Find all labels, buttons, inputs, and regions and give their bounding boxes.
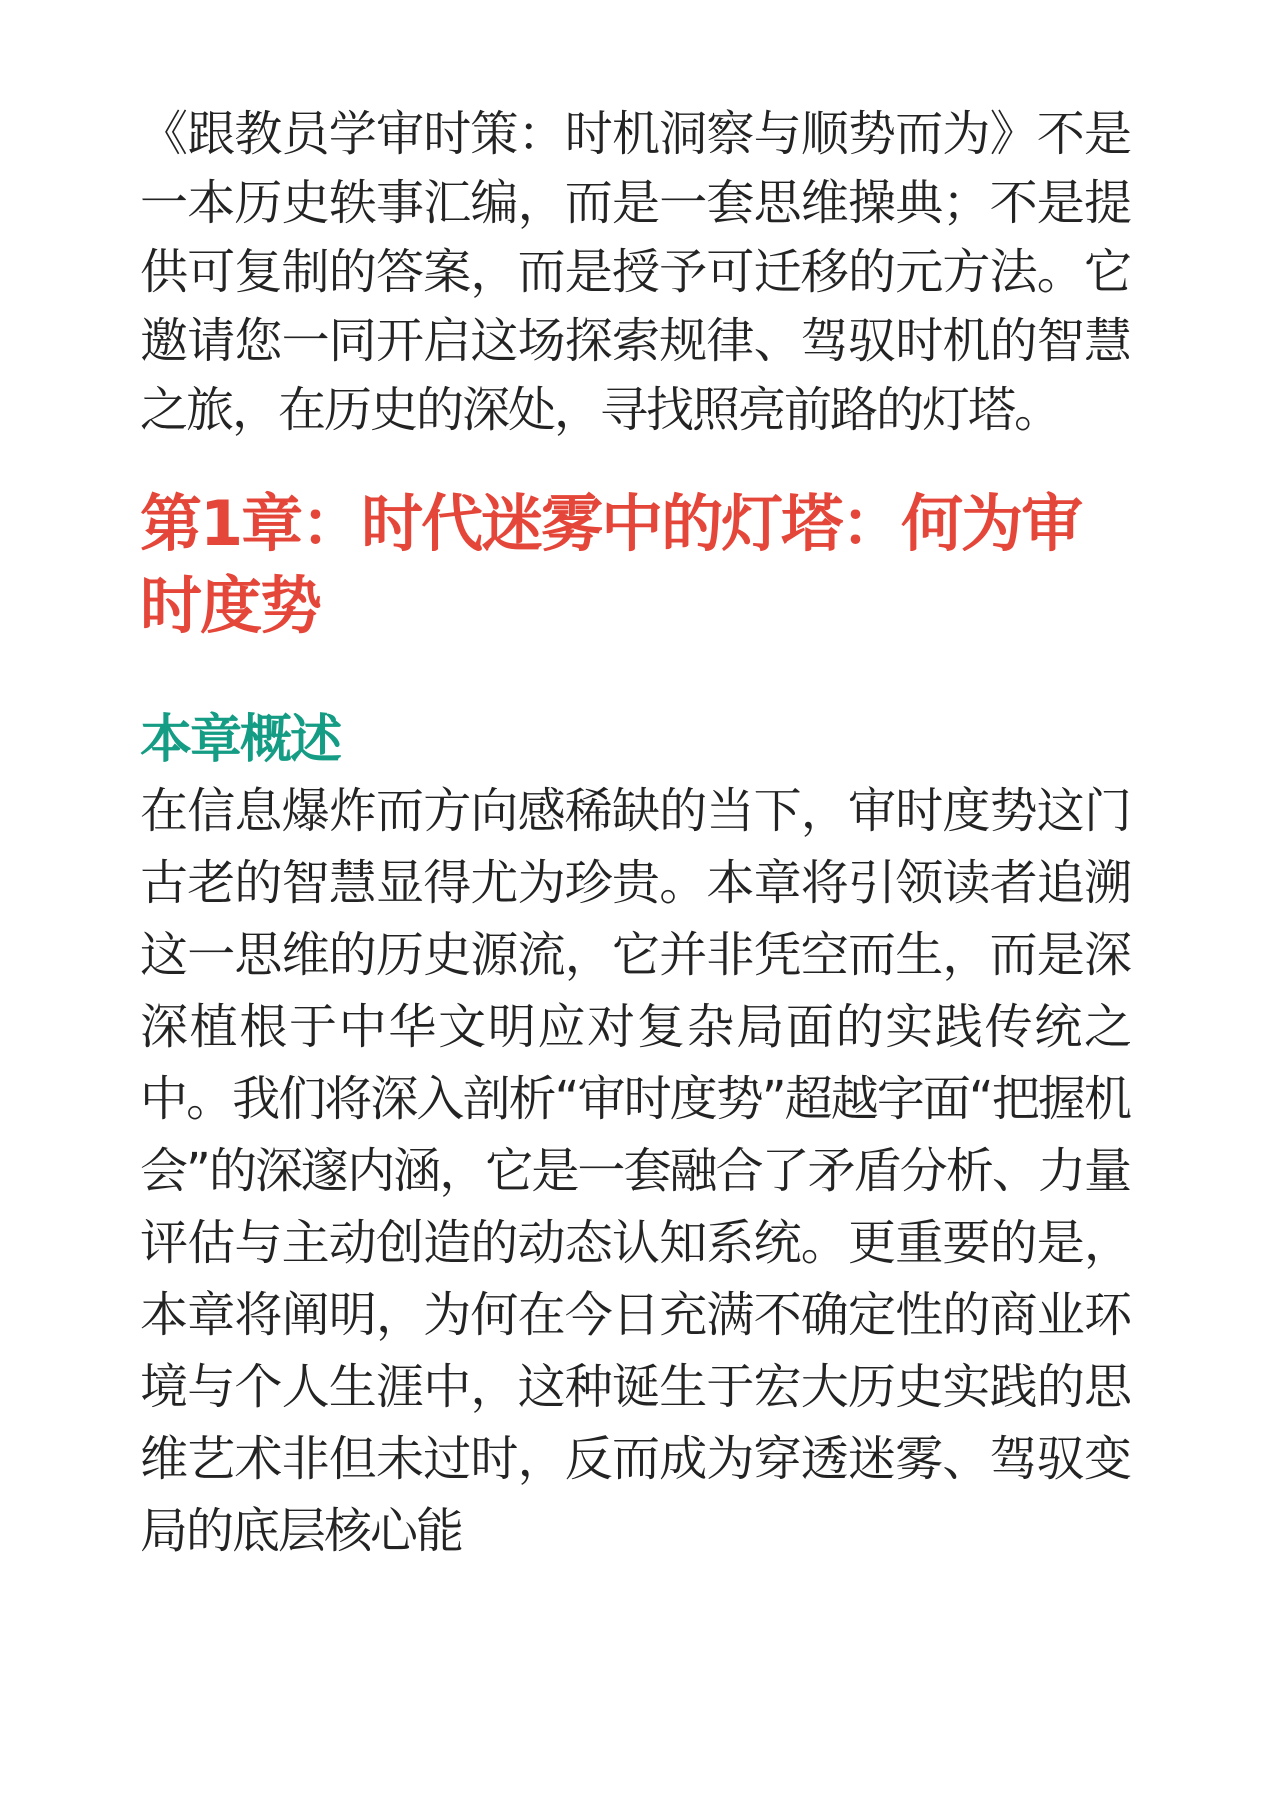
chapter-title: 第1章：时代迷雾中的灯塔：何为审时度势 — [140, 487, 1082, 642]
intro-paragraph: 《跟教员学审时策：时机洞察与顺势而为》不是一本历史轶事汇编，而是一套思维操典；不是提供可复制的答案，而是授予可迁移的元方法。它邀请您一同开启这场探索规律、驾驭时机的智慧之旅，在历史的深处，寻找照亮前路的灯塔。 — [140, 106, 1130, 438]
section-heading-overview: 本章概述 — [140, 710, 341, 770]
document-page — [140, 100, 1130, 1567]
overview-paragraph: 在信息爆炸而方向感稀缺的当下，审时度势这门古老的智慧显得尤为珍贵。本章将引领读者追溯这一思维的历史源流，它并非凭空而生，而是深深植根于中华文明应对复杂局面的实践传统之中。我们将深入剖析“审时度势”超越字面“把握机会”的深邃内涵，它是一套融合了矛盾分析、力量评估与主动创造的动态认知系统。更重要的是，本章将阐明，为何在今日充满不确定性的商业环境与个人生涯中，这种诞生于宏大历史实践的思维艺术非但未过时，反而成为穿透迷雾、驾驭变局的底层核心能 — [140, 783, 1130, 1559]
